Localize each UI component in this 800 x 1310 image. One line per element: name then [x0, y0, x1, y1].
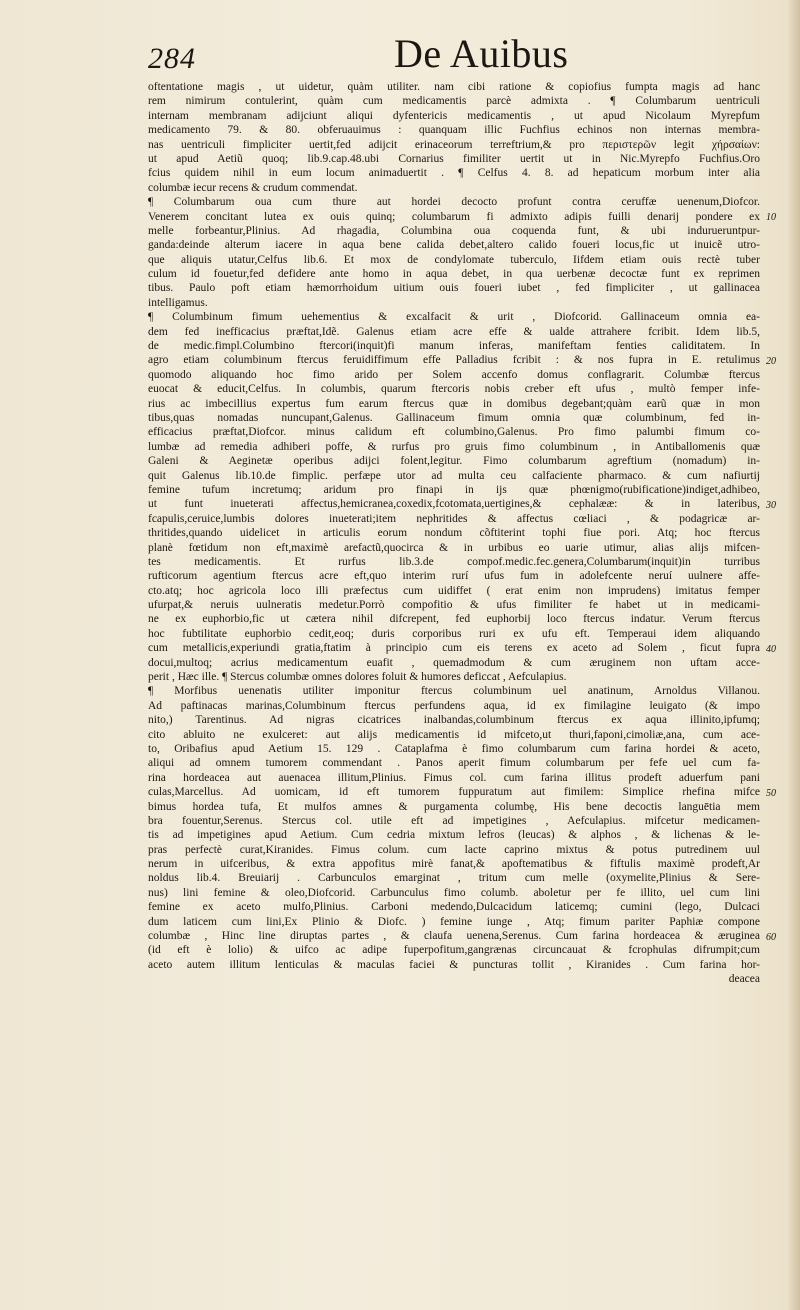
text-line: bimus hordea tufa, Et mulfos amnes & purgamenta columbę, His bene decoctis languētia mem — [148, 800, 760, 813]
text-line: noldus lib.4. Breuiarij . Carbunculos emarginat , tritum cum melle (oxymelite,Plinius & Sere- — [148, 872, 760, 885]
text-line: melle forbeantur,Plinius. Ad rhagadia, Columbina oua coquenda funt, & ubi indurueruntpur- — [148, 224, 760, 237]
page-header — [148, 30, 748, 78]
text-line: medicamento 79. & 80. obferuauimus : quanquam illic Fuchfius echinos non internas membra- — [148, 124, 760, 137]
text-line: intelligamus. — [148, 296, 208, 309]
text-line: femine tufum incretumq; aridum pro finapi in ijs quæ phœnigmo(rubificatione)indiget,adhibeo, — [148, 483, 760, 496]
margin-line-number: 20 — [766, 355, 776, 367]
text-line: nus) lini femine & oleo,Diofcorid. Carbunculus fimo columb. aboletur per fe illito, uel cum lini — [148, 886, 760, 899]
text-line: ut apud Aetiũ quoq; lib.9.cap.48.ubi Cornarius fimiliter uertit ut in Nic.Myrepfo Fuchfius.Oro — [148, 152, 760, 165]
text-line: to, Oribafius apud Aetium 15. 129 . Cataplafma è fimo columbarum cum farina hordei & aceto, — [148, 742, 760, 755]
text-line: columbæ iecur recens & crudum commendat. — [148, 181, 358, 194]
text-line: dum laticem cum lini,Ex Plinio & Diofc. ) femine iunge , Atq; fimum pariter Paphiæ compone — [148, 915, 760, 928]
text-line: hoc fubtilitate euphorbio cedit,eoq; duris corporibus ruri ex ufu eft. Temperaui idem aliquando — [148, 627, 760, 640]
text-line: (id eft è lolio) & uifco ac adipe fuperpofitum,gangrænas circuncauat & fcrophulas difrumpit;cum — [148, 944, 760, 957]
text-line: nerum in uifceribus, & extra appofitus mirè fanat,& apoftematibus & fiftulis maximè prodeft,Ar — [148, 858, 760, 871]
text-line: fcapulis,ceruice,lumbis dolores inueterati;item nephritides & affectus cœliaci , & podagricæ ar- — [148, 512, 760, 525]
text-line: ufurpat,& neruis uulneratis medetur.Porrò compofitio & ufus fimiliter fe habet ut in medicami- — [148, 599, 760, 612]
text-line: cto.atq; hoc agricola loco illi præfectus cum uidiffet ( erat enim non imprudens) imitatus femper — [148, 584, 760, 597]
text-line: perit , Hæc ille. ¶ Stercus columbæ omnes dolores foluit & humores deficcat , Aefculapius. — [148, 671, 567, 684]
running-title: De Auibus — [394, 31, 569, 76]
text-line: thritides,quando uidelicet in articulis eorum nondum cõftiterint tophi fiue pori. Atq; hoc ftercus — [148, 527, 760, 540]
text-line: pras perfectè curat,Kiranides. Fimus colum. cum lacte caprino mixtus & potus putredinem uul — [148, 843, 760, 856]
text-line: Venerem concitant lutea ex ouis quinq; columbarum fi admixto adipis fuilli denarij pondere ex — [148, 210, 760, 223]
text-line: nito,) Tarentinus. Ad nigras cicatrices inalbandas,columbinum ftercus ex aqua illinito,ipfumq; — [148, 714, 760, 727]
text-line: ¶ Morfibus uenenatis utiliter imponitur ftercus columbinum uel anatinum, Arnoldus Villanou. — [148, 685, 760, 698]
text-line: dem fed inefficacius præftat,Idẽ. Galenus etiam acre effe & ualde attrahere fcribit. Idem lib.5, — [148, 325, 760, 338]
page-edge — [788, 0, 800, 1310]
text-line: columbæ , Hinc line diruptas partes , & claufa uenena,Serenus. Cum farina hordeacea & æruginea — [148, 930, 760, 943]
text-line: de medic.fimpl.Columbino ftercori(inquit)fi manum inferas, manifeftam fenties caliditatem. In — [148, 340, 760, 353]
text-line: quit Galenus lib.10.de fimplic. perfæpe utor ad multa ceu calfaciente pharmaco. & cum nafiurtij — [148, 469, 760, 482]
text-line: agro etiam columbinum ftercus feruidiffimum effe Palladius fcribit : & nos fupra in E. retulimus — [148, 354, 760, 367]
text-line: lumbæ ad remedia adhiberi poffe, & rurfus pro gruis fimo columbinum , in Antiballomenis quæ — [148, 440, 760, 453]
body-text — [148, 80, 760, 987]
text-line: que aliquis utatur,Celfus lib.6. Et mox de condylomate tuberculo, Iifdem etiam ouis rectè tuber — [148, 253, 760, 266]
text-line: bra fouentur,Serenus. Stercus col. utile eft ad impetigines , Aefculapius. mifcetur medicamen- — [148, 814, 760, 827]
text-line: femine ex aceto mulfo,Plinius. Carboni medendo,Dulcacidum laticemq; cumini (lego, Dulcaci — [148, 901, 760, 914]
text-line: fcius quidem nihil in eum locum animaduertit . ¶ Celfus 4. 8. ad hepaticum morbum inter alia — [148, 167, 760, 180]
text-line: Galeni & Aeginetæ operibus adijci folent,legitur. Fimo columbarum agreftium (nomadum) in- — [148, 455, 760, 468]
margin-line-number: 50 — [766, 787, 776, 799]
text-line: ganda:deinde alterum iacere in aqua bene calida debet,altero calido foueri locus,fic ut inuicẽ utro- — [148, 239, 760, 252]
text-line: aceto autem illitum lenticulas & maculas faciei & puncturas tollit , Kiranides . Cum farina hor- — [148, 958, 760, 971]
text-line: quomodo aliquando hoc fimo arido per Solem accenfo domus conflagrarit. Columbæ ftercus — [148, 368, 760, 381]
text-line: planè fœtidum non eft,maximè arefactũ,quocirca & in urbibus eo uarie utimur, alias alijs mifcen- — [148, 541, 760, 554]
margin-line-number: 30 — [766, 499, 776, 511]
text-line: oftentatione magis , ut uidetur, quàm utiliter. nam cibi ratione & copiofius fumpta magis ad hanc — [148, 81, 760, 93]
text-line: nas uentriculi fimpliciter uertit,fed adijcit erinaceorum terreftrium,& pro περιστερῶν legit χήρσαίων: — [148, 138, 760, 151]
margin-line-number: 40 — [766, 643, 776, 655]
text-line: tes medicamentis. Et rurfus lib.3.de compof.medic.fec.genera,Columbarum(inquit)in turribus — [148, 555, 760, 568]
text-line: euocat & educit,Celfus. In columbis, quarum ftercoris nobis creber eft ufus , multò femper infe- — [148, 383, 760, 396]
text-line: internam membranam adijciunt aliqui dyfentericis medicamentis , ut apud Nicolaum Myrepfum — [148, 109, 760, 122]
text-line: tis ad impetigines apud Aetium. Cum cedria mixtum lefros (leucas) & alphos , & lichenas & le- — [148, 829, 760, 842]
text-line: cum metallicis,experiundi gratia,ftatim à principio cum eis terens ex aceto ad Solem , ficut fupra — [148, 642, 760, 655]
text-line: efficacius præftat,Diofcor. minus calidum eft columbino,Galenus. Pro fimo palumbi fimum co- — [148, 426, 760, 439]
catchword: deacea — [728, 973, 760, 986]
page-number: 284 — [148, 42, 196, 75]
text-line: ut funt inueterati affectus,hemicranea,coxedix,fcotomata,uertigines,& cephalææ: & in lateribus, — [148, 498, 760, 511]
text-line: ne ex euphorbio,fic ut cætera nihil difcrepent, fed euphorbij loco ftercus indatur. Verum ftercus — [148, 613, 760, 626]
text-line: Ad paftinacas marinas,Columbinum ftercus perfundens aqua, id ex fimilagine leuigato (& impo — [148, 699, 760, 712]
text-line: aliqui ad omnem tumorem commendant . Panos aperit fimum columbarum per fefe uel cum fa- — [148, 757, 760, 770]
text-line: rem nimirum contulerint, quàm cum medicamentis parcè admixta . ¶ Columbarum uentriculi — [148, 95, 760, 108]
margin-line-number: 60 — [766, 931, 776, 943]
text-line: tibus. Paulo poft etiam hæmorrhoidum uitium ouis foueri iubet , fed fimpliciter , ut gallinacea — [148, 282, 760, 295]
margin-line-number: 10 — [766, 211, 776, 223]
text-line: culum id fouetur,fed defidere ante homo in aqua debet, in qua uerbenæ decoctæ funt ex reprimen — [148, 268, 760, 281]
text-line: culas,Marcellus. Ad uomicam, id eft tumorem fuppuratum aut fimilem: Simplice rhefina mifce — [148, 786, 760, 799]
text-line: ¶ Columbinum fimum uehementius & excalfacit & urit , Diofcorid. Gallinaceum omnia ea- — [148, 311, 760, 324]
text-line: rufticorum agentium ftercus acre eft,quo interim rurí ufus fum in adolefcente neruí uulnere affe- — [148, 570, 760, 583]
text-line: ¶ Columbarum oua cum thure aut hordei decocto profunt contra ceruffæ uenenum,Diofcor. — [148, 196, 760, 209]
text-line: cito abluito ne exulceret: aut alijs medicamentis id mifceto,ut thuri,faponi,cimoliæ,ana, cum ace- — [148, 728, 760, 741]
text-line: tibus,quas nomadas nuncupant,Galenus. Gallinaceum fimum omnia quæ columbinum, fed in- — [148, 411, 760, 424]
text-line: rius ac imbecillius expertus fum earum ftercus quæ in domibus degebant;quàm earũ quæ in mon — [148, 397, 760, 410]
text-line: rina hordeacea aut auenacea illitum,Plinius. Fimus col. cum farina illitus prodeft aduerfum pani — [148, 771, 760, 784]
text-line: docui,multoq; acrius medicamentum euafit , quemadmodum & cum æruginem non uftam acce- — [148, 656, 760, 669]
